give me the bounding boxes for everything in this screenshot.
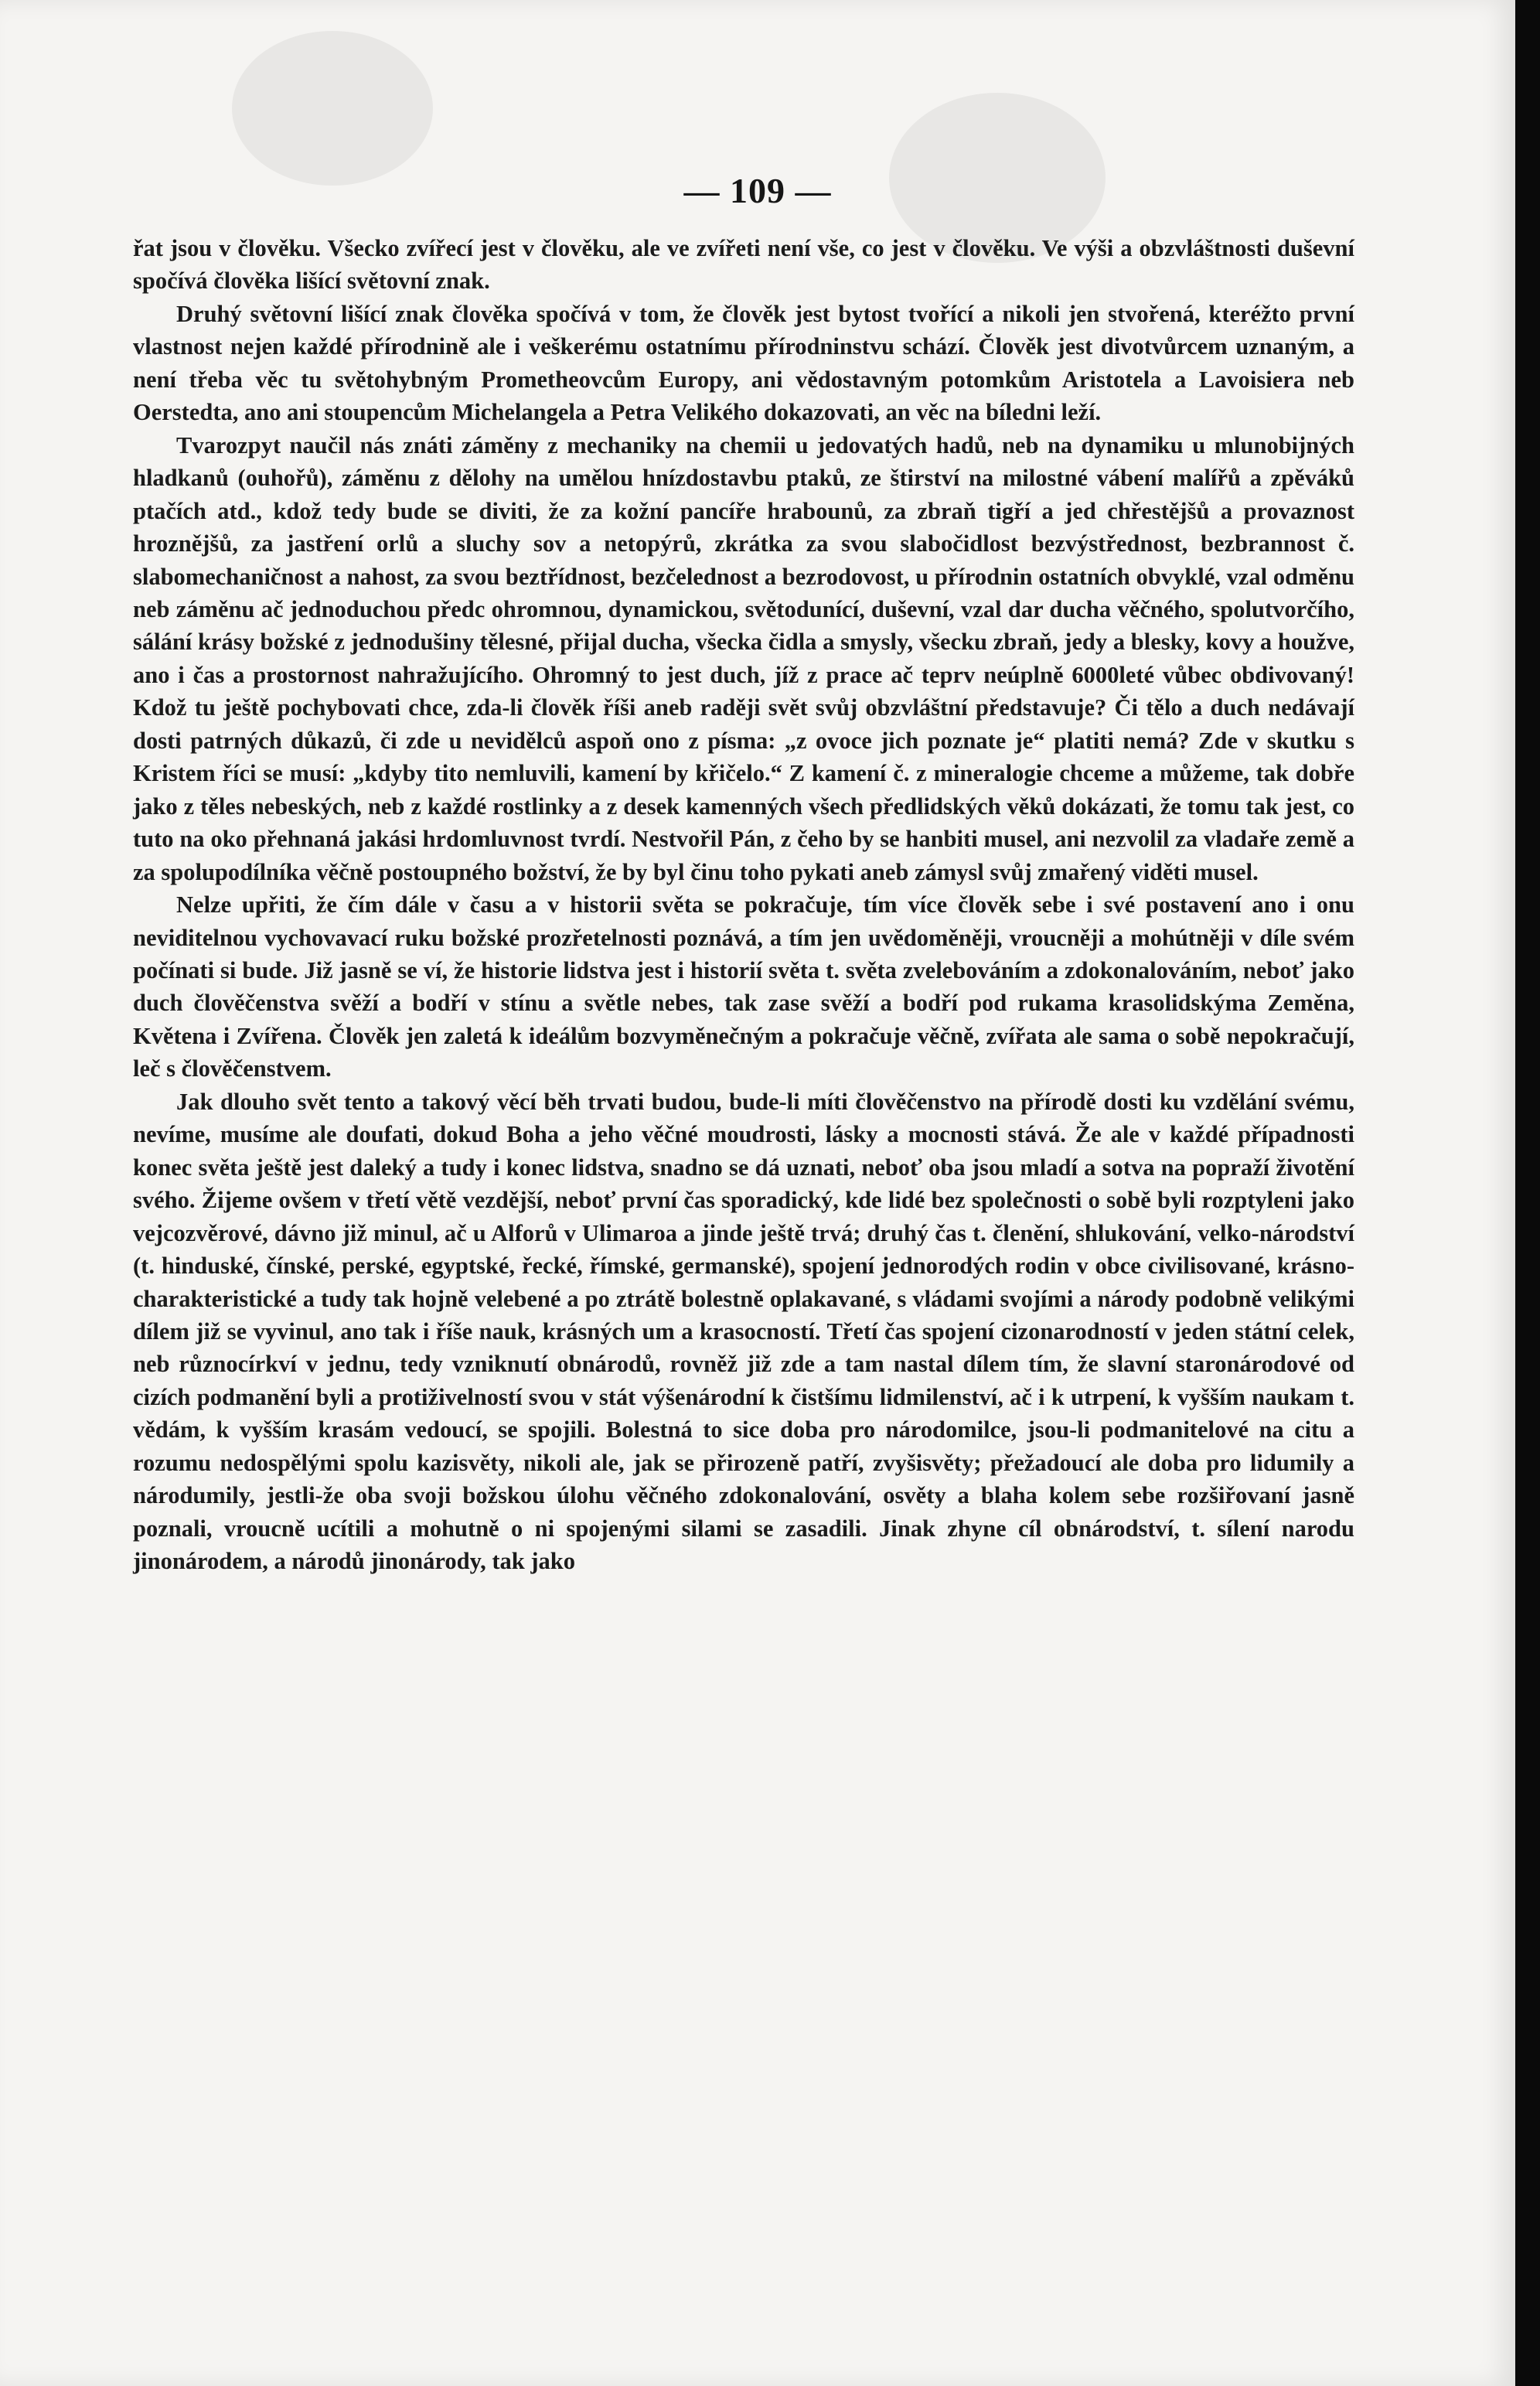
page-edge	[1515, 0, 1540, 2386]
paragraph: Nelze upřiti, že čím dále v času a v historii světa se pokračuje, tím více člověk sebe i své postavení ano i onu neviditelnou vychovavací ruku božské prozřetelnosti poznává, a tím jen uvědoměněji, vroucněji a mohútněji v díle svém počínati si bude. Již jasně se ví, že historie lidstva jest i historií světa t. světa zvelebováním a zdokonalováním, neboť jako duch člověčenstva svěží a bodří v stínu a světle nebes, tak zase svěží a bodří pod rukama krasolidskýma Zeměna, Květena i Zvířena. Člověk jen zaletá k ideálům bozvyměnečným a pokračuje věčně, zvířata ale sama o sobě nepokračují, leč s člověčenstvem.	[133, 891, 1354, 1082]
paragraph: řat jsou v člověku. Všecko zvířecí jest v člověku, ale ve zvířeti není vše, co jest v člověku. Ve výši a obzvláštnosti duševní spočívá člověka lišící světovní znak.	[133, 235, 1354, 295]
page-number: — 109 —	[683, 171, 832, 210]
page-stain	[232, 31, 433, 186]
body-text	[133, 232, 1354, 1578]
paragraph: Druhý světovní lišící znak člověka spočívá v tom, že člověk jest bytost tvořící a nikoli jen stvořená, kteréžto první vlastnost nejen každé přírodnině ale i veškerému ostatnímu přírodninstvu schází. Člověk jest divotvůrcem uznaným, a není třeba věc tu světohybným Prometheovcům Europy, ani vědostavným potomkům Aristotela a Lavoisiera neb Oerstedta, ano ani stoupencům Michelangela a Petra Velikého dokazovati, an věc na bíledni leží.	[133, 300, 1354, 426]
paragraph: Tvarozpyt naučil nás znáti záměny z mechaniky na chemii u jedovatých hadů, neb na dynamiku u mlunobijných hladkanů (ouhořů), záměnu z dělohy na umělou hnízdostavbu ptaků, ze štirství na milostné vábení malířů a zpěváků ptačích atd., kdož tedy bude se diviti, že za kožní pancíře hrabounů, za zbraň tigří a jed chřestějšů a provaznost hroznějšů, za jastření orlů a sluchy sov a netopýrů, zkrátka za svou slabočidlost bezvýstřednost, bezbrannost č. slabomechaničnost a nahost, za svou beztřídnost, bezčelednost a bezrodovost, u přírodnin ostatních obvyklé, vzal odměnu neb záměnu ač jednoduchou předc ohromnou, dynamickou, světodunící, duševní, vzal dar ducha věčného, spolutvorčího, sálání krásy božské z jednodušiny tělesné, přijal ducha, všecka čidla a smysly, všecku zbraň, jedy a blesky, kovy a houžve, ano i čas a prostornost nahražujícího. Ohromný to jest duch, jíž z prace ač teprv neúplně 6000leté vůbec obdivovaný! Kdož tu ještě pochybovati chce, zda-li člověk říši aneb raději svět svůj obzvláštní představuje? Či tělo a duch nedávají dosti patrných důkazů, či zde u nevidělců aspoň ono z písma: „z ovoce jich poznate je“ platiti nemá? Zde v skutku s Kristem říci se musí: „kdyby tito nemluvili, kamení by křičelo.“ Z kamení č. z mineralogie chceme a můžeme, tak dobře jako z těles nebeských, neb z každé rostlinky a z desek kamenných všech předlidských věků dokázati, že tomu tak jest, co tuto na oko přehnaná jakási hrdomluvnost tvrdí. Nestvořil Pán, z čeho by se hanbiti musel, ani nezvolil za vladaře země a za spolupodílníka věčně postoupného božství, že by byl činu toho pykati aneb zámysl svůj zmařený viděti musel.	[133, 431, 1354, 885]
paragraph: Jak dlouho svět tento a takový věcí běh trvati budou, bude-li míti člověčenstvo na přírodě dosti ku vzdělání svému, nevíme, musíme ale doufati, dokud Boha a jeho věčné moudrosti, lásky a mocnosti stává. Že ale v každé případnosti konec světa ještě jest daleký a tudy i konec lidstva, snadno se dá uznati, neboť oba jsou mladí a sotva na popraží životění svého. Žijeme ovšem v třetí větě vezdější, neboť první čas sporadický, kde lidé bez společnosti o sobě byli rozptyleni jako vejcozvěrové, dávno již minul, ač u Alforů v Ulimaroa a jinde ještě trvá; druhý čas t. členění, shlukování, velko-národství (t. hinduské, čínské, perské, egyptské, řecké, římské, germanské), spojení jednorodých rodin v obce civilisované, krásno-charakteristické a tudy tak hojně velebené a po ztrátě bolestně oplakavané, s vládami svojími a národy podobně velikými dílem již se vyvinul, ano tak i říše nauk, krásných um a krasocností. Třetí čas spojení cizonarodností v jeden státní celek, neb různocírkví v jednu, tedy vzniknutí obnárodů, rovněž již zde a tam nastal dílem tím, že slavní staronárodové od cizích podmanění byli a protiživelností svou v stát výšenárodní k čistšímu lidmilenství, ač i k utrpení, k vyšším naukam t. vědám, k vyšším krasám vedoucí, se spojili. Bolestná to sice doba pro národomilce, jsou-li podmanitelové na citu a rozumu nedospělými spolu kazisvěty, nikoli ale, jak se přirozeně patří, zvyšisvěty; přežadoucí ale doba pro lidumily a národumily, jestli-že oba svoji božskou úlohu věčného zdokonalování, osvěty a blaha kolem sebe rozšiřovaní jasně poznali, vroucně ucítili a mohutně o ni spojenými silami se zasadili. Jinak zhyne cíl obnárodství, t. sílení narodu jinonárodem, a národů jinonárody, tak jako	[133, 1088, 1354, 1575]
